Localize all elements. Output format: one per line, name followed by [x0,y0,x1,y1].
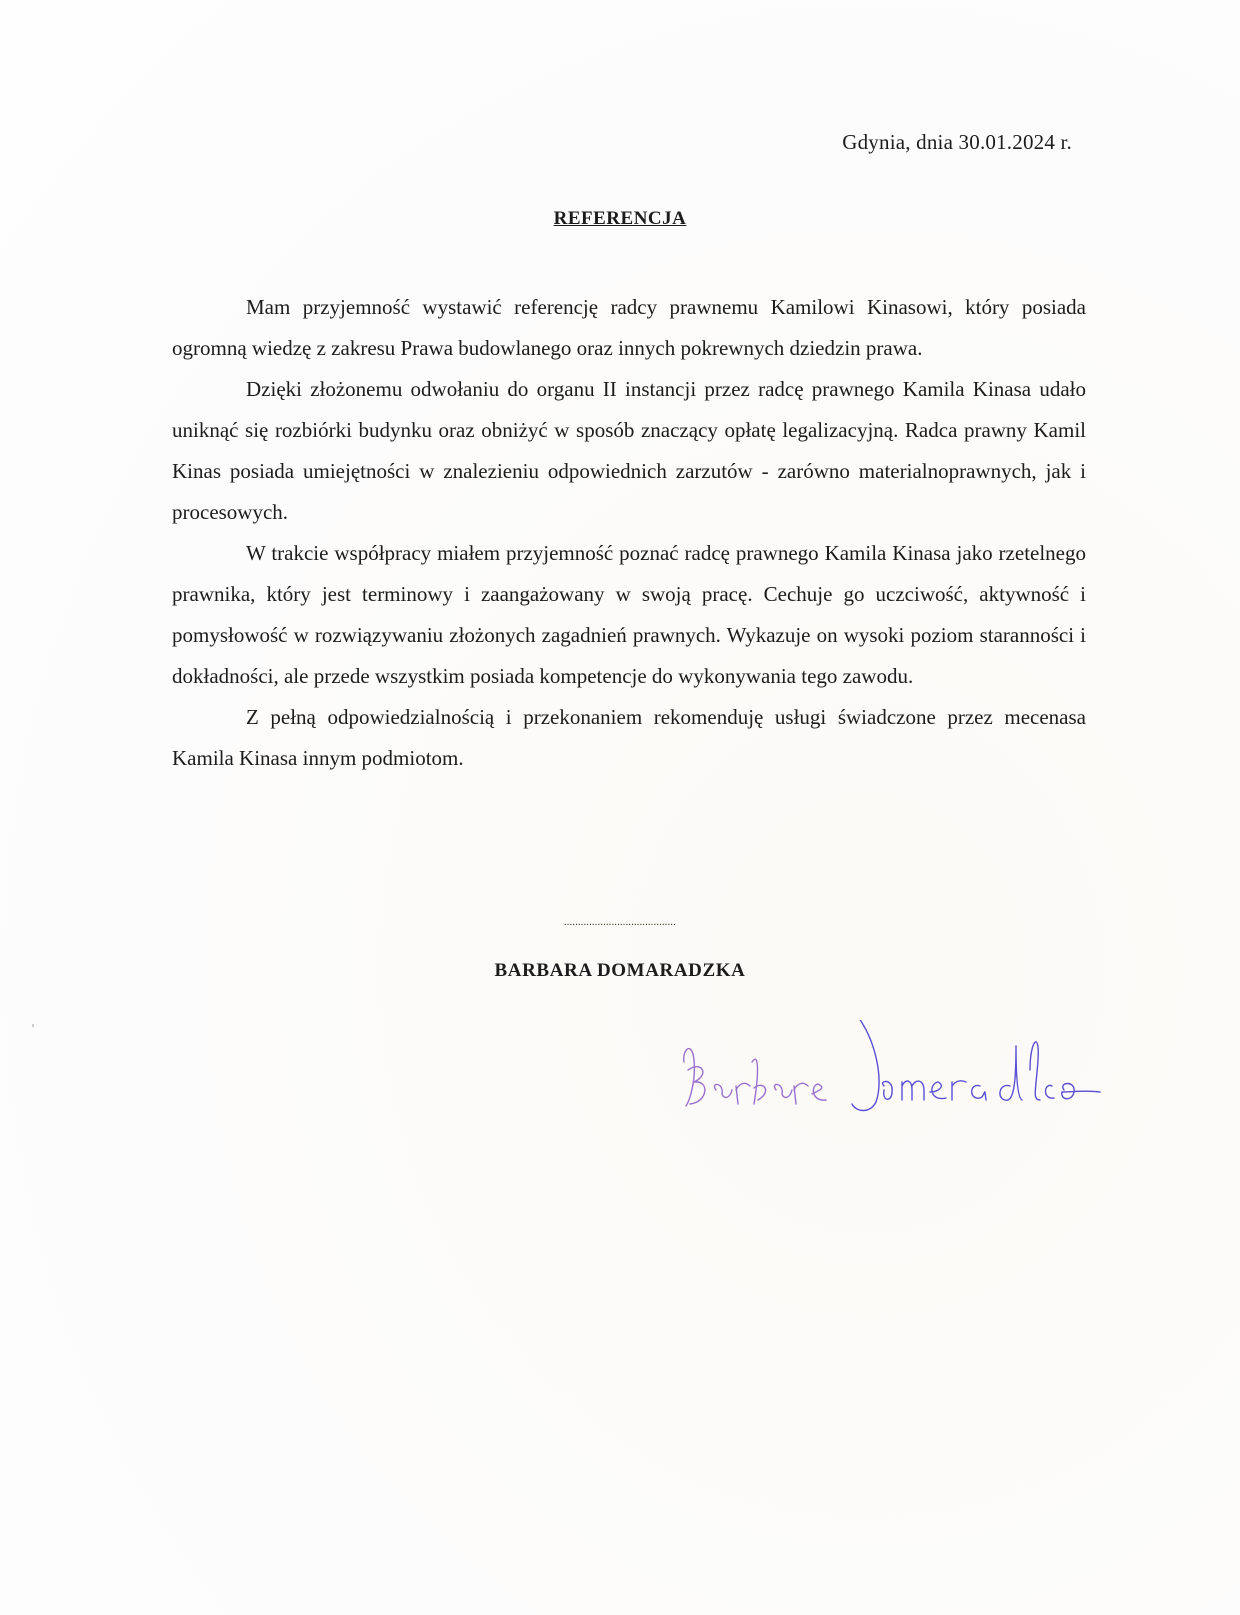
paragraph: W trakcie współpracy miałem przyjemność poznać radcę prawnego Kamila Kinasa jako rzetelnego prawnika, który jest terminowy i zaangażowany w swoją pracę. Cechuje go uczciwość, aktywność i pomysłowość w rozwiązywaniu złożonych zagadnień prawnych. Wykazuje on wysoki poziom staranności i dokładności, ale przede wszystkim posiada kompetencje do wykonywania tego zawodu. [172,541,1086,688]
signatory-name: BARBARA DOMARADZKA [494,960,746,981]
paragraph: Z pełną odpowiedzialnością i przekonaniem rekomenduję usługi świadczone przez mecenasa Kamila Kinasa innym podmiotom. [172,705,1086,770]
signature-stroke-last-name [852,1020,1100,1111]
scan-speck [32,1024,34,1027]
signature-stroke-first-name [684,1049,826,1106]
paragraph: Dzięki złożonemu odwołaniu do organu II instancji przez radcę prawnego Kamila Kinasa udało uniknąć się rozbiórki budynku oraz obniżyć w sposób znaczący opłatę legalizacyjną. Radca prawny Kamil Kinas posiada umiejętności w znalezieniu odpowiednich zarzutów - zarówno materialnoprawnych, jak i procesowych. [172,377,1086,524]
paragraph: Mam przyjemność wystawić referencję radcy prawnemu Kamilowi Kinasowi, który posiada ogromną wiedzę z zakresu Prawa budowlanego oraz innych pokrewnych dziedzin prawa. [172,295,1086,360]
document-body [172,287,1086,779]
signature-line: ........................................ [564,917,676,928]
document-title: REFERENCJA [553,208,687,229]
handwritten-signature [680,1020,1120,1130]
place-date: Gdynia, dnia 30.01.2024 r. [842,130,1072,154]
